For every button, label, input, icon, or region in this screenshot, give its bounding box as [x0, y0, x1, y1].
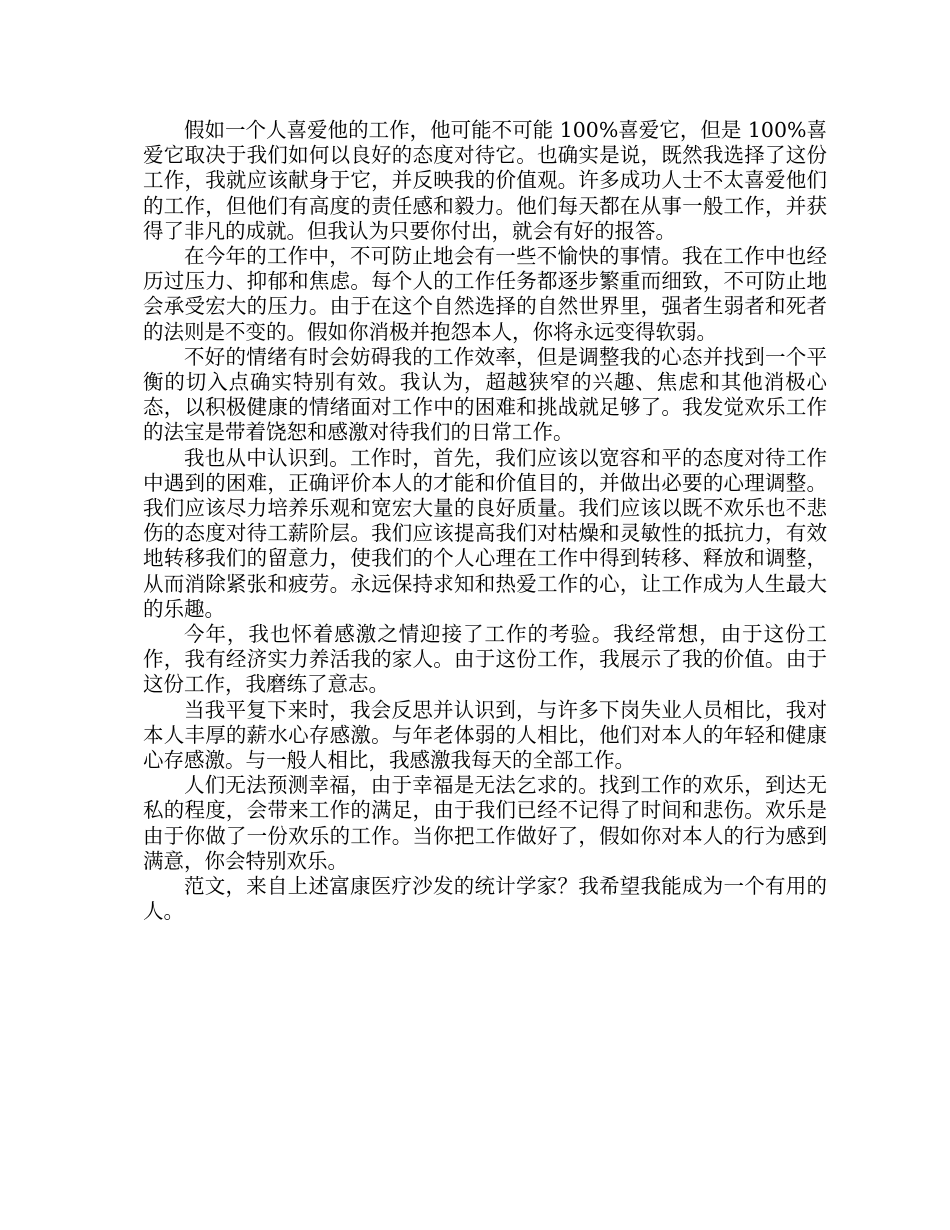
paragraph-6: 当我平复下来时，我会反思并认识到，与许多下岗失业人员相比，我对本人丰厚的薪水心存感激。与年老体弱的人相比，他们对本人的年轻和健康心存感激。与一般人相比，我感激我每天的全部工作。: [143, 697, 827, 773]
document-body: [143, 118, 827, 925]
paragraph-1: 假如一个人喜爱他的工作，他可能不可能 100%喜爱它，但是 100%喜爱它取决于我们如何以良好的态度对待它。也确实是说，既然我选择了这份工作，我就应该献身于它，并反映我的价值观。许多成功人士不太喜爱他们的工作，但他们有高度的责任感和毅力。他们每天都在从事一般工作，并获得了非凡的成就。但我认为只要你付出，就会有好的报答。: [143, 118, 827, 243]
paragraph-8: 范文，来自上述富康医疗沙发的统计学家？我希望我能成为一个有用的人。: [143, 874, 827, 924]
paragraph-4: 我也从中认识到。工作时，首先，我们应该以宽容和平的态度对待工作中遇到的困难，正确评价本人的才能和价值目的，并做出必要的心理调整。我们应该尽力培养乐观和宽宏大量的良好质量。我们应该以既不欢乐也不悲伤的态度对待工薪阶层。我们应该提高我们对枯燥和灵敏性的抵抗力，有效地转移我们的留意力，使我们的个人心理在工作中得到转移、释放和调整，从而消除紧张和疲劳。永远保持求知和热爱工作的心，让工作成为人生最大的乐趣。: [143, 445, 827, 621]
paragraph-3: 不好的情绪有时会妨碍我的工作效率，但是调整我的心态并找到一个平衡的切入点确实特别有效。我认为，超越狭窄的兴趣、焦虑和其他消极心态，以积极健康的情绪面对工作中的困难和挑战就足够了。我发觉欢乐工作的法宝是带着饶恕和感激对待我们的日常工作。: [143, 344, 827, 445]
paragraph-7: 人们无法预测幸福，由于幸福是无法乞求的。找到工作的欢乐，到达无私的程度，会带来工作的满足，由于我们已经不记得了时间和悲伤。欢乐是由于你做了一份欢乐的工作。当你把工作做好了，假如你对本人的行为感到满意，你会特别欢乐。: [143, 773, 827, 873]
paragraph-2: 在今年的工作中，不可防止地会有一些不愉快的事情。我在工作中也经历过压力、抑郁和焦虑。每个人的工作任务都逐步繁重而细致，不可防止地会承受宏大的压力。由于在这个自然选择的自然世界里，强者生弱者和死者的法则是不变的。假如你消极并抱怨本人，你将永远变得软弱。: [143, 244, 827, 344]
paragraph-5: 今年，我也怀着感激之情迎接了工作的考验。我经常想，由于这份工作，我有经济实力养活我的家人。由于这份工作，我展示了我的价值。由于这份工作，我磨练了意志。: [143, 622, 827, 697]
